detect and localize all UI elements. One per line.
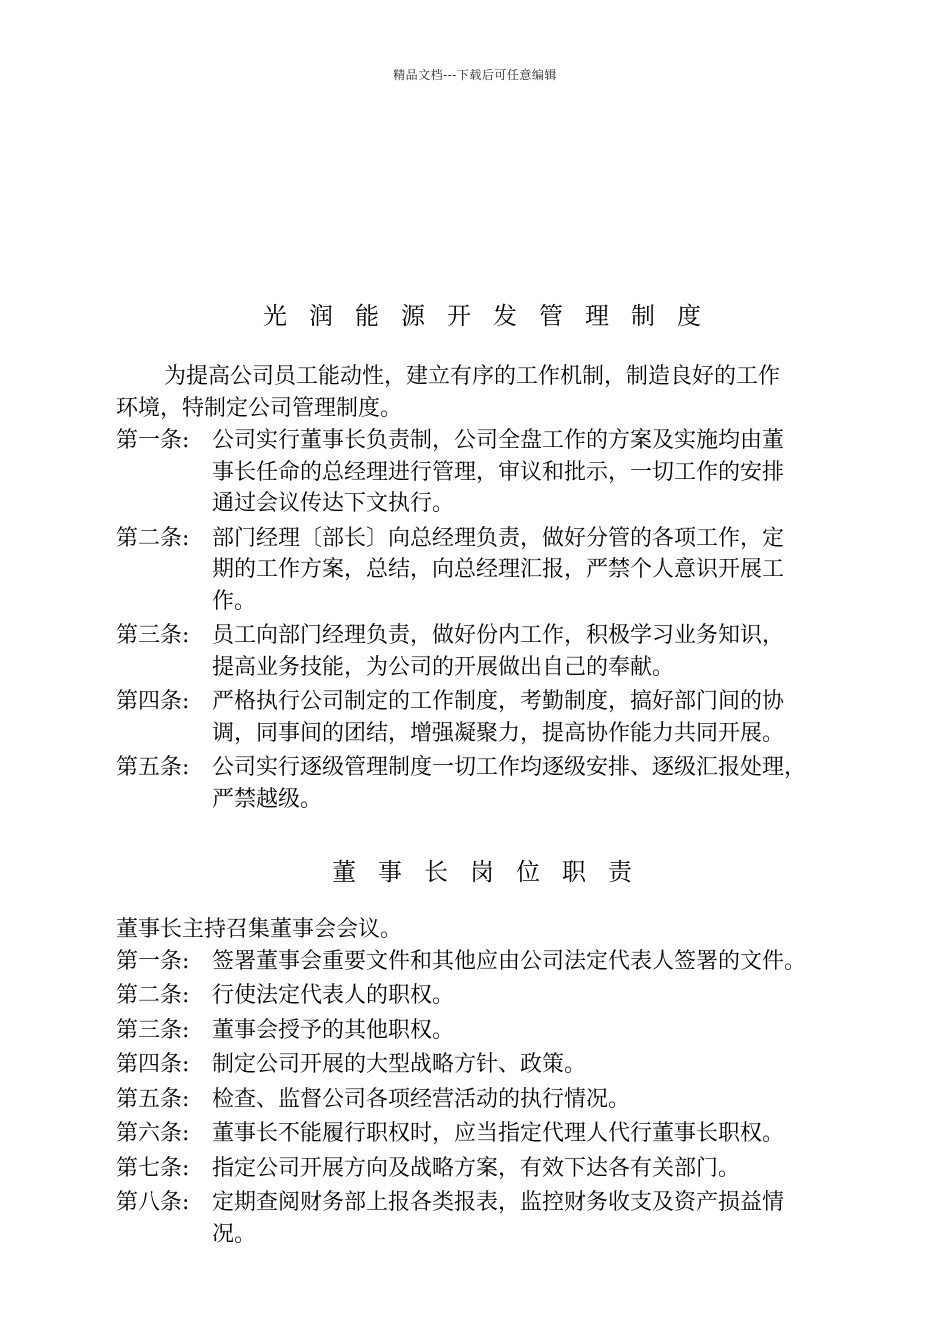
- article-line: 严禁越级。: [212, 786, 323, 812]
- article-line: 调，同事间的团结，增强凝聚力，提高协作能力共同开展。: [212, 720, 785, 746]
- article-line: 事长任命的总经理进行管理，审议和批示，一切工作的安排: [212, 459, 785, 485]
- article-line: 提高业务技能，为公司的开展做出自己的奉献。: [212, 654, 675, 680]
- article-line: 检查、监督公司各项经营活动的执行情况。: [212, 1086, 631, 1112]
- article-line: 员工向部门经理负责，做好份内工作，积极学习业务知识，: [212, 623, 785, 648]
- article-label: 第二条:: [116, 525, 190, 551]
- article-item: [116, 1015, 856, 1047]
- article-label: 第六条:: [116, 1121, 190, 1146]
- article-label: 第二条:: [116, 983, 190, 1008]
- chairman-intro: 董事长主持召集董事会会议。: [116, 917, 403, 942]
- article-text: [212, 425, 856, 520]
- article-line: 公司实行董事长负责制，公司全盘工作的方案及实施均由董: [212, 428, 785, 453]
- article-text: [212, 1015, 856, 1047]
- article-text: [212, 946, 856, 978]
- article-line: 制定公司开展的大型战略方针、政策。: [212, 1052, 587, 1077]
- article-label: 第八条:: [116, 1190, 190, 1215]
- article-text: [212, 1118, 856, 1150]
- article-line: 行使法定代表人的职权。: [212, 983, 455, 1008]
- chairman-duties: [116, 914, 856, 1253]
- article-label: 第四条:: [116, 689, 190, 714]
- article-line: 指定公司开展方向及战略方案，有效下达各有关部门。: [212, 1155, 741, 1181]
- article-item: [116, 1118, 856, 1150]
- article-label: 第七条:: [116, 1155, 190, 1181]
- article-item: [116, 946, 856, 978]
- article-label: 第一条:: [116, 948, 190, 974]
- article-label: 第一条:: [116, 428, 190, 453]
- article-line: 公司实行逐级管理制度一切工作均逐级安排、逐级汇报处理，: [212, 755, 807, 780]
- article-item: [116, 752, 856, 815]
- article-item: [116, 980, 856, 1012]
- intro-line: 为提高公司员工能动性，建立有序的工作机制，制造良好的工作: [164, 364, 781, 389]
- section-title-chairman: 董事长岗位职责: [332, 858, 654, 886]
- article-item: [116, 523, 856, 618]
- article-text: [212, 980, 856, 1012]
- article-line: 董事会授予的其他职权。: [212, 1017, 455, 1043]
- article-item: [116, 1187, 856, 1250]
- article-text: [212, 1049, 856, 1081]
- article-item: [116, 1049, 856, 1081]
- article-line: 作。: [212, 588, 257, 614]
- article-line: 通过会议传达下文执行。: [212, 491, 455, 516]
- article-item: [116, 1084, 856, 1116]
- article-item: [116, 425, 856, 520]
- intro-line: 环境，特制定公司管理制度。: [116, 395, 403, 421]
- article-text: [212, 1187, 856, 1250]
- article-text: [212, 686, 856, 749]
- management-articles: [116, 425, 856, 818]
- section-title-management: 光润能源开发管理制度: [263, 302, 723, 330]
- article-text: [212, 752, 856, 815]
- article-line: 况。: [212, 1221, 257, 1247]
- article-line: 定期查阅财务部上报各类报表，监控财务收支及资产损益情: [212, 1190, 785, 1215]
- article-line: 严格执行公司制定的工作制度，考勤制度，搞好部门间的协: [212, 689, 785, 714]
- header-note: 精品文档---下载后可任意编辑: [393, 68, 557, 82]
- article-label: 第五条:: [116, 1086, 190, 1112]
- article-label: 第三条:: [116, 623, 190, 648]
- article-item: [116, 620, 856, 683]
- article-label: 第三条:: [116, 1017, 190, 1043]
- article-text: [212, 523, 856, 618]
- article-item: [116, 1153, 856, 1185]
- article-line: 签署董事会重要文件和其他应由公司法定代表人签署的文件。: [212, 948, 807, 974]
- article-line: 董事长不能履行职权时，应当指定代理人代行董事长职权。: [212, 1121, 785, 1146]
- article-line: 部门经理〔部长〕向总经理负责，做好分管的各项工作，定: [212, 525, 785, 551]
- article-label: 第四条:: [116, 1052, 190, 1077]
- intro-paragraph: [116, 361, 856, 424]
- article-text: [212, 1084, 856, 1116]
- article-item: [116, 686, 856, 749]
- article-text: [212, 1153, 856, 1185]
- article-line: 期的工作方案，总结，向总经理汇报，严禁个人意识开展工: [212, 557, 785, 582]
- chairman-articles: [116, 946, 856, 1254]
- article-text: [212, 620, 856, 683]
- article-label: 第五条:: [116, 755, 190, 780]
